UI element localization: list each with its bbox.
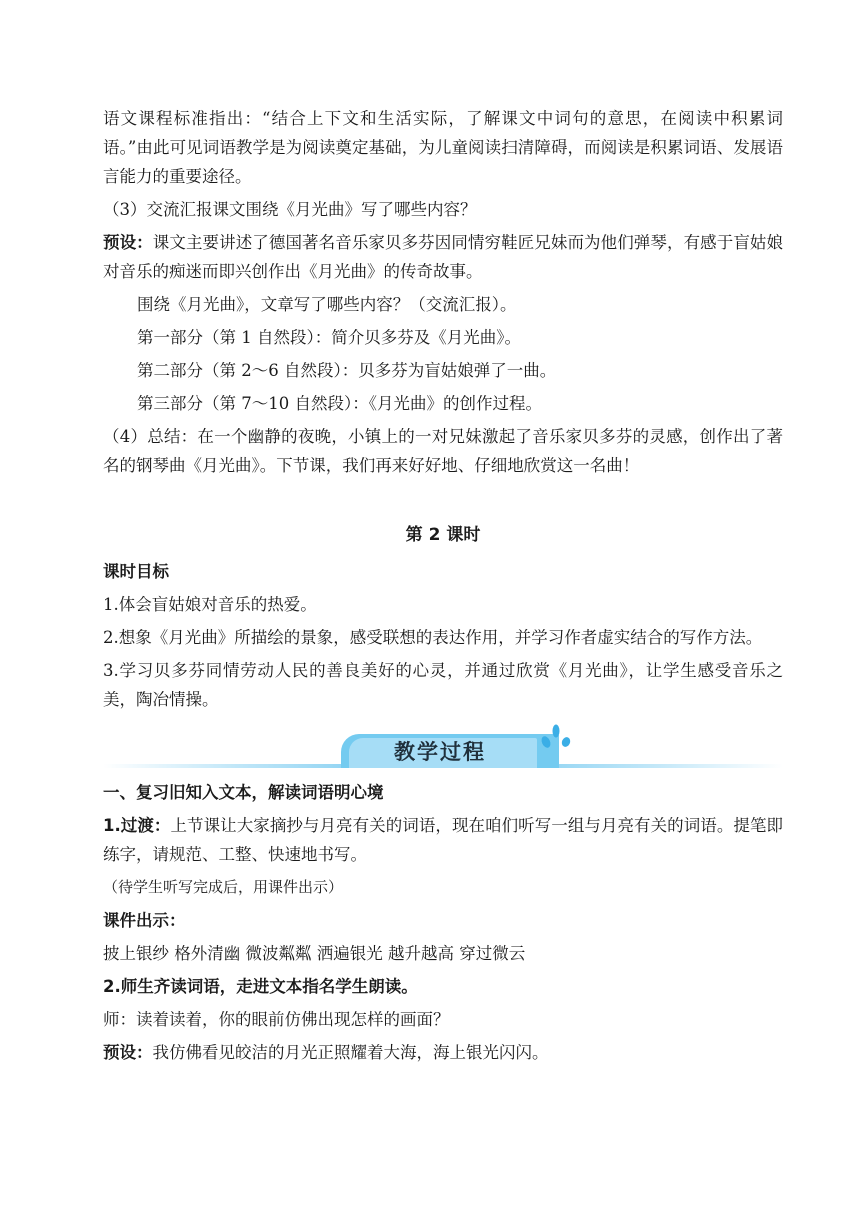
- paragraph-summary: （4）总结：在一个幽静的夜晚，小镇上的一对兄妹激起了音乐家贝多芬的灵感，创作出了著名的钢琴曲《月光曲》。下节课，我们再来好好地、仔细地欣赏这一名曲！: [103, 427, 783, 475]
- preset-2-text: 我仿佛看见皎洁的月光正照耀着大海，海上银光闪闪。: [152, 1043, 549, 1062]
- banner-title: 教学过程: [394, 740, 486, 764]
- water-drops-icon: [539, 722, 573, 752]
- step2-paragraph: 2.师生齐读词语，走进文本指名学生朗读。: [103, 977, 418, 996]
- lesson-title: 第 2 课时: [405, 525, 481, 545]
- teacher-question: 师：读着读着，你的眼前仿佛出现怎样的画面？: [103, 1010, 450, 1029]
- indented-line-3: 第二部分（第 2～6 自然段）：贝多芬为盲姑娘弹了一曲。: [137, 361, 557, 380]
- paragraph-curriculum-standard: 语文课程标准指出：“结合上下文和生活实际，了解课文中词句的意思，在阅读中积累词语。”由此可见词语教学是为阅读奠定基础，为儿童阅读扫清障碍，而阅读是积累词语、发展语言能力的重要途径。: [103, 109, 783, 186]
- objective-item-2: 2.想象《月光曲》所描绘的景象，感受联想的表达作用，并学习作者虚实结合的写作方法。: [103, 628, 763, 647]
- objective-item-1: 1.体会盲姑娘对音乐的热爱。: [103, 595, 317, 614]
- courseware-label: 课件出示：: [103, 911, 186, 930]
- banner-tab: [341, 734, 559, 768]
- step1-label: 1.过渡：: [103, 816, 171, 835]
- objective-item-3: 3.学习贝多芬同情劳动人民的善良美好的心灵，并通过欣赏《月光曲》，让学生感受音乐之美，陶冶情操。: [103, 661, 783, 709]
- preset-label: 预设：: [103, 233, 153, 252]
- step1-paragraph: [103, 811, 783, 869]
- indented-line-1: 围绕《月光曲》，文章写了哪些内容？（交流汇报）。: [137, 295, 517, 314]
- paragraph-question-3: （3）交流汇报课文围绕《月光曲》写了哪些内容？: [103, 200, 477, 219]
- document-page: [103, 104, 783, 1071]
- indented-line-4: 第三部分（第 7～10 自然段）：《月光曲》的创作过程。: [137, 394, 542, 413]
- courseware-words: 披上银纱 格外清幽 微波粼粼 洒遍银光 越升越高 穿过微云: [103, 944, 526, 963]
- preset-text: 课文主要讲述了德国著名音乐家贝多芬因同情穷鞋匠兄妹而为他们弹琴，有感于盲姑娘对音乐的痴迷而即兴创作出《月光曲》的传奇故事。: [103, 233, 784, 281]
- teacher-note: （待学生听写完成后，用课件出示）: [103, 878, 344, 896]
- section-banner: [103, 724, 783, 772]
- step1-text: 上节课让大家摘抄与月亮有关的词语，现在咱们听写一组与月亮有关的词语。提笔即练字，请规范、工整、快速地书写。: [103, 816, 784, 864]
- paragraph-preset-1: [103, 228, 783, 286]
- preset-2-label: 预设：: [103, 1043, 153, 1062]
- objectives-heading: 课时目标: [103, 562, 169, 581]
- section1-heading: 一、复习旧知入文本，解读词语明心境: [103, 783, 384, 802]
- indented-line-2: 第一部分（第 1 自然段）：简介贝多芬及《月光曲》。: [137, 328, 521, 347]
- preset-2-paragraph: [103, 1038, 783, 1067]
